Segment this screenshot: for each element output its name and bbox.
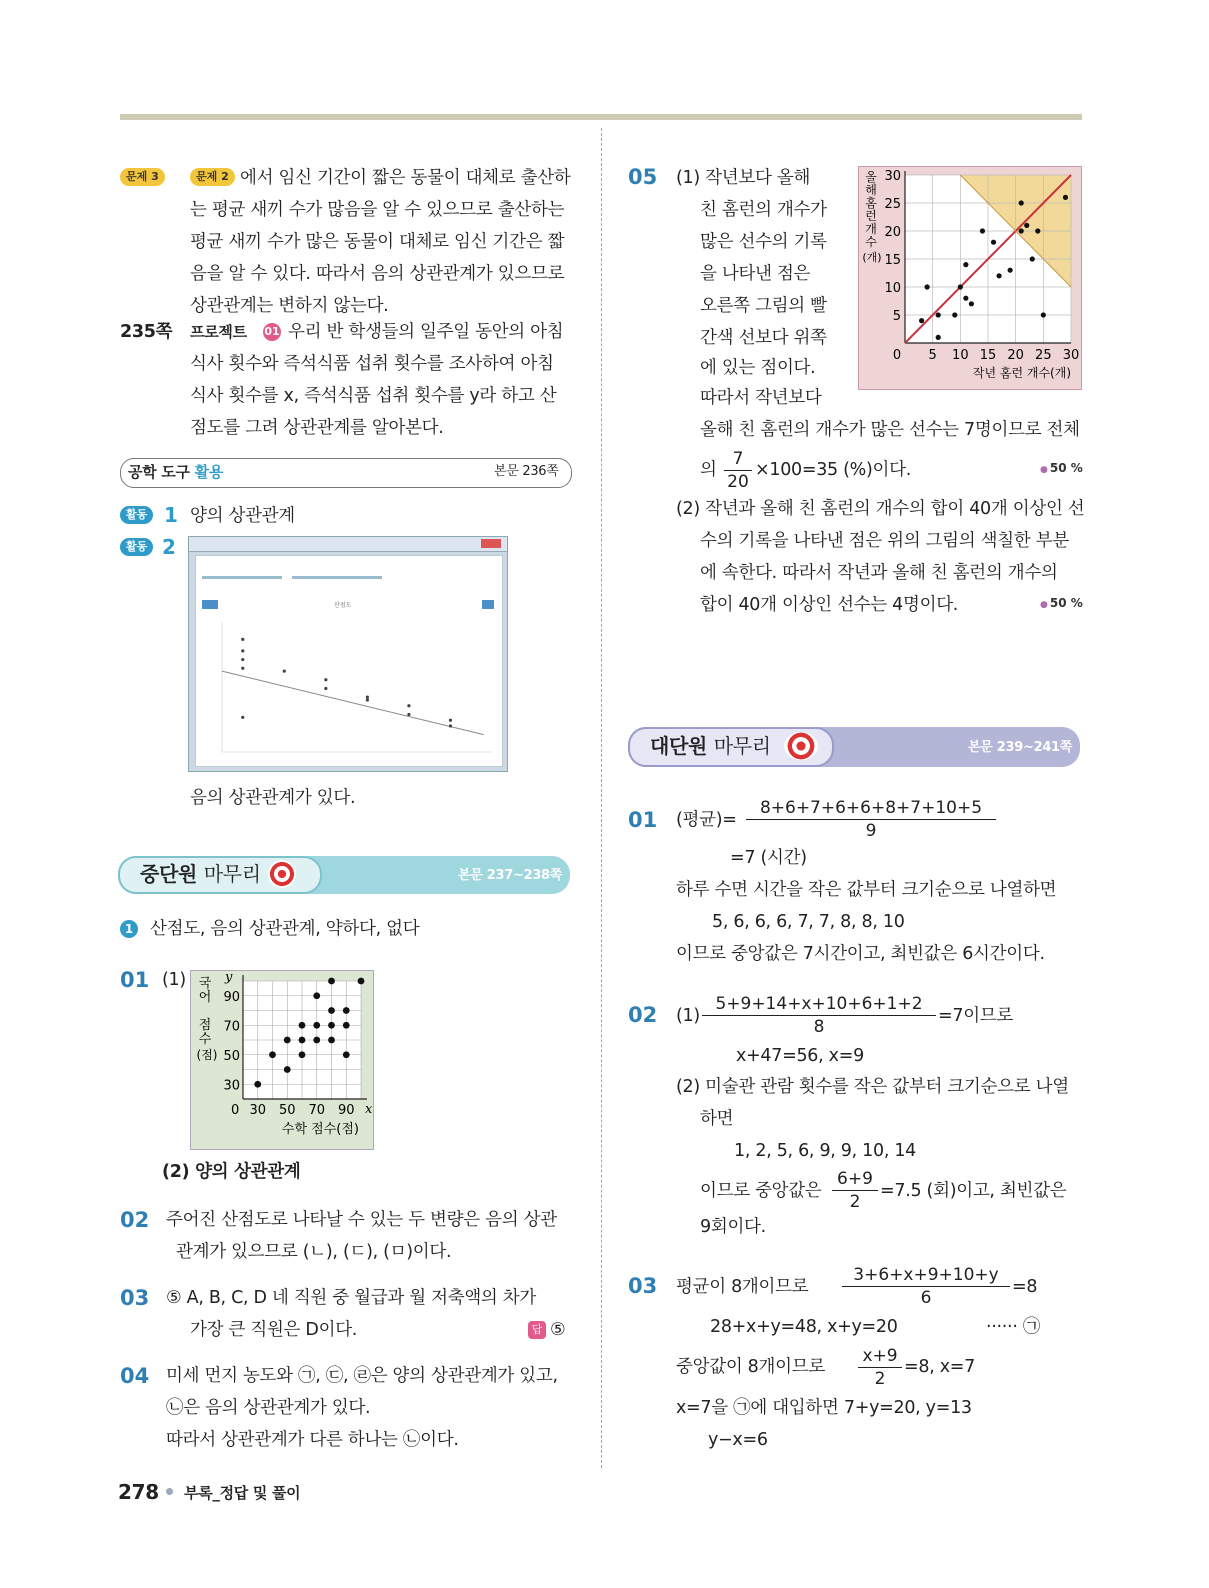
y-axis-label-char: 어 (198, 990, 212, 1005)
x-tick-label: 10 (952, 348, 969, 363)
page-number: 278 (118, 1480, 159, 1504)
data-point (366, 698, 369, 701)
activity2-caption: 음의 상관관계가 있다. (190, 788, 356, 808)
q05-line: 간색 선보다 위쪽 (700, 328, 827, 348)
big-q01-result: =7 (시간) (730, 848, 807, 868)
data-point (407, 704, 410, 707)
mid-q01-part2: (2) 양의 상관관계 (162, 1162, 301, 1182)
big-q01-fraction: $\frac{8+6+7+6+6+8+7+10+5}{9}$ (746, 797, 996, 842)
big-q02-post: =7이므로 (938, 1006, 1014, 1026)
problem3-line: 에서 임신 기간이 짧은 동물이 대체로 출산하 (240, 168, 571, 188)
data-point (1019, 228, 1024, 233)
big-q03-line3-pre: 중앙값이 8개이므로 (676, 1357, 825, 1377)
data-point (358, 978, 365, 985)
data-point (299, 1037, 306, 1044)
big-q03-line2: 28+x+y=48, x+y=20 (710, 1317, 898, 1337)
data-point (1030, 256, 1035, 261)
x-tick-label: 20 (1007, 348, 1024, 363)
big-q03-number: 03 (628, 1274, 658, 1298)
trend-line (222, 671, 484, 735)
big-q03-line1-pre: 평균이 8개이므로 (676, 1277, 809, 1297)
footer-bullet (166, 1488, 173, 1495)
q05-line: 많은 선수의 기록 (700, 232, 827, 252)
data-point (283, 670, 286, 673)
mid-review-title: 중단원 마무리 (140, 862, 261, 886)
data-point (299, 1022, 306, 1029)
data-point (996, 273, 1001, 278)
data-point (313, 992, 320, 999)
y-axis-label-char: 올 (865, 170, 877, 184)
data-point (313, 1022, 320, 1029)
big-q02-median-pre: 이므로 중앙값은 (700, 1181, 822, 1201)
mid-review-page-ref: 본문 237~238쪽 (458, 868, 563, 883)
q05-line: 에 있는 점이다. (700, 358, 816, 378)
project-page-ref: 235쪽 (120, 322, 173, 342)
q05-score2: ● 50 % (1040, 596, 1083, 610)
data-point (269, 1051, 276, 1058)
screenshot-canvas (195, 555, 503, 767)
mid-q01-number: 01 (120, 968, 150, 992)
big-q02-list: 1, 2, 5, 6, 9, 9, 10, 14 (734, 1141, 917, 1161)
q05-number: 05 (628, 165, 658, 189)
mid-q03-line: ⑤ A, B, C, D 네 직원 중 월급과 월 저축액의 차가 (166, 1288, 537, 1308)
data-point (980, 228, 985, 233)
project-line: 식사 횟수와 즉석식품 섭취 횟수를 조사하여 아침 (190, 354, 554, 374)
y-tick-label: 90 (223, 989, 240, 1005)
big-review-page-ref: 본문 239~241쪽 (968, 740, 1073, 755)
y-axis-label-char: 런 (865, 209, 877, 223)
big-q02-median-fraction: $\frac{6+9}{2}$ (832, 1168, 878, 1213)
data-point (343, 1022, 350, 1029)
data-point (241, 658, 244, 661)
data-point (328, 1037, 335, 1044)
mid-q04-line: 따라서 상관관계가 다른 하나는 ㉡이다. (166, 1430, 459, 1450)
big-q02-mode: 9회이다. (700, 1217, 766, 1237)
data-point (1041, 312, 1046, 317)
y-axis-label-char: 수 (865, 235, 877, 249)
math-korean-scatter (191, 971, 373, 1149)
x-tick-label: 70 (308, 1103, 326, 1118)
y-axis-label-unit: (점) (196, 1048, 218, 1062)
data-point (284, 1037, 291, 1044)
big-q02-part2: 하면 (700, 1109, 734, 1129)
mid-q02-line: 관계가 있으므로 (ㄴ), (ㄷ), (ㅁ)이다. (176, 1242, 452, 1262)
big-q02-part2: (2) 미술관 관람 횟수를 작은 값부터 크기순으로 나열 (676, 1077, 1069, 1097)
data-point (969, 301, 974, 306)
q05-part2-line: (2) 작년과 올해 친 홈런의 개수의 합이 40개 이상인 선 (676, 499, 1085, 519)
x-tick-label: 90 (337, 1103, 355, 1118)
target-icon (268, 860, 296, 888)
x-tick-label: 30 (249, 1103, 267, 1118)
problem3-line: 는 평균 새끼 수가 많음을 알 수 있으므로 출산하는 (190, 200, 565, 220)
y-axis-label-char: 해 (865, 183, 877, 197)
data-point (241, 667, 244, 670)
x-tick-label: 15 (979, 348, 997, 363)
y-tick-label: 25 (884, 197, 901, 212)
window-titlebar (189, 537, 507, 552)
project-line: 우리 반 학생들의 일주일 동안의 아침 (288, 322, 564, 342)
y-tick-label: 20 (884, 225, 901, 240)
close-icon (481, 539, 501, 548)
screenshot-title: 산점도 (334, 602, 352, 609)
q05-line: 오른쪽 그림의 빨 (700, 296, 827, 316)
problem3-tag: 문제 3 (120, 168, 165, 186)
activity1-number: 1 (164, 503, 178, 527)
data-point (919, 318, 924, 323)
big-q03-fraction2: $\frac{x+9}{2}$ (858, 1345, 902, 1390)
q05-score1: ● 50 % (1040, 461, 1083, 475)
data-point (963, 296, 968, 301)
x-tick-label: 25 (1035, 348, 1052, 363)
activity1-tag: 활동 (120, 506, 153, 524)
y-axis-label-char: 개 (865, 222, 877, 236)
data-point (328, 978, 335, 985)
big-q02-part1: (1) (676, 1006, 700, 1026)
data-point (952, 312, 957, 317)
data-point (313, 1037, 320, 1044)
q05-fraction: $\frac{7}{20}$ (724, 448, 752, 493)
big-q03-line4: x=7을 ㉠에 대입하면 7+y=20, y=13 (676, 1398, 972, 1418)
data-point (449, 724, 452, 727)
y-tick-label: 30 (884, 169, 901, 184)
project-line: 식사 횟수를 x, 즉석식품 섭취 횟수를 y라 하고 산 (190, 386, 557, 406)
y-tick-label: 50 (223, 1048, 240, 1064)
x-tick-label: 5 (928, 348, 937, 363)
data-point (991, 240, 996, 245)
big-q01-number: 01 (628, 808, 658, 832)
data-point (284, 1066, 291, 1073)
data-point (407, 713, 410, 716)
q05-line: 을 나타낸 점은 (700, 264, 811, 284)
q05-calc-pre: 의 (700, 460, 717, 480)
q05-line: 올해 친 홈런의 개수가 많은 선수는 7명이므로 전체 (700, 420, 1080, 440)
y-symbol: y (225, 971, 233, 985)
y-axis-label-unit: (개) (862, 251, 882, 264)
q05-line: 따라서 작년보다 (700, 388, 822, 408)
x-axis-label: 수학 점수(점) (281, 1122, 359, 1137)
y-axis-label-char: 홈 (865, 196, 877, 210)
q05-part2-line: 에 속한다. 따라서 작년과 올해 친 홈런의 개수의 (700, 563, 1058, 583)
y-tick-label: 10 (884, 281, 901, 296)
item1-number: 1 (120, 920, 138, 938)
activity2-number: 2 (162, 535, 176, 559)
y-axis-label-char: 수 (198, 1032, 212, 1047)
tool-title: 공학 도구 활용 (128, 463, 224, 481)
project-label: 프로젝트 (190, 323, 247, 341)
data-point (1024, 223, 1029, 228)
origin-label: 0 (892, 348, 902, 363)
item1-text: 산점도, 음의 상관관계, 약하다, 없다 (150, 919, 420, 939)
mid-q03-line: 가장 큰 직원은 D이다. (190, 1320, 358, 1340)
math-korean-chart-frame (190, 970, 374, 1150)
y-tick-label: 70 (223, 1019, 240, 1035)
mid-q02-line: 주어진 산점도로 나타날 수 있는 두 변량은 음의 상관 (166, 1210, 557, 1230)
data-point (958, 284, 963, 289)
mid-q01-part1: (1) (162, 970, 186, 990)
y-axis-label-char: 국 (198, 976, 212, 991)
header-bar (120, 114, 1082, 120)
q05-line: 친 홈런의 개수가 (700, 200, 827, 220)
big-q03-line3-post: =8, x=7 (904, 1357, 975, 1377)
big-q03-fraction: $\frac{3+6+x+9+10+y}{6}$ (842, 1264, 1010, 1309)
software-screenshot (188, 536, 508, 772)
column-divider (601, 128, 602, 1468)
data-point (241, 649, 244, 652)
data-point (925, 284, 930, 289)
mid-q04-line: 미세 먼지 농도와 ㉠, ㉢, ㉣은 양의 상관관계가 있고, (166, 1366, 558, 1386)
data-point (1063, 195, 1068, 200)
tool-page-ref: 본문 236쪽 (494, 464, 559, 479)
q05-part2-line: 합이 40개 이상인 선수는 4명이다. (700, 595, 959, 615)
data-point (449, 719, 452, 722)
data-point (936, 312, 941, 317)
data-point (1008, 268, 1013, 273)
big-review-title: 대단원 마무리 (650, 734, 771, 758)
data-point (963, 262, 968, 267)
software-scatter (196, 556, 502, 766)
homerun-chart-frame (858, 166, 1082, 390)
big-q03-line1-post: =8 (1012, 1277, 1038, 1297)
x-symbol: x (365, 1102, 373, 1117)
mid-q03-number: 03 (120, 1286, 150, 1310)
big-q01-lhs: (평균)= (676, 810, 737, 830)
q05-part2-line: 수의 기록을 나타낸 점은 위의 그림의 색칠한 부분 (700, 531, 1069, 551)
data-point (343, 1007, 350, 1014)
big-q03-line5: y−x=6 (708, 1430, 768, 1450)
big-q01-line: 이므로 중앙값은 7시간이고, 최빈값은 6시간이다. (676, 944, 1045, 964)
big-q02-fraction: $\frac{5+9+14+x+10+6+1+2}{8}$ (702, 993, 936, 1038)
mid-q04-line: ㉡은 음의 상관관계가 있다. (166, 1398, 371, 1418)
data-point (241, 638, 244, 641)
y-tick-label: 30 (223, 1078, 240, 1094)
big-q02-eq: x+47=56, x=9 (736, 1046, 864, 1066)
q05-line: (1) 작년보다 올해 (676, 168, 811, 188)
problem3-line: 평균 새끼 수가 많은 동물이 대체로 임신 기간은 짧 (190, 232, 565, 252)
activity2-tag: 활동 (120, 538, 153, 556)
data-point (254, 1081, 261, 1088)
data-point (366, 696, 369, 699)
x-tick-label: 30 (1062, 348, 1080, 363)
data-point (1019, 200, 1024, 205)
data-point (1035, 228, 1040, 233)
data-point (241, 716, 244, 719)
data-point (328, 1007, 335, 1014)
problem3-line: 상관관계는 변하지 않는다. (190, 296, 389, 316)
mid-q02-number: 02 (120, 1208, 150, 1232)
q05-calc-post: ×100=35 (%)이다. (755, 460, 912, 480)
answer-tag: 답 (528, 1321, 546, 1339)
activity1-text: 양의 상관관계 (190, 506, 295, 526)
data-point (324, 678, 327, 681)
data-point (299, 1051, 306, 1058)
big-q02-number: 02 (628, 1003, 658, 1027)
y-axis-label-char: 점 (198, 1018, 212, 1033)
data-point (343, 1051, 350, 1058)
big-q01-line: 5, 6, 6, 6, 7, 7, 8, 8, 10 (712, 912, 905, 932)
project-line: 점도를 그려 상관관계를 알아본다. (190, 418, 444, 438)
y-tick-label: 15 (884, 253, 901, 268)
footer-text: 부록_정답 및 풀이 (184, 1484, 301, 1502)
data-point (936, 335, 941, 340)
data-point (324, 687, 327, 690)
target-icon (784, 732, 818, 760)
big-q01-line: 하루 수면 시간을 작은 값부터 크기순으로 나열하면 (676, 880, 1057, 900)
big-q02-median-post: =7.5 (회)이고, 최빈값은 (880, 1181, 1067, 1201)
origin-label: 0 (231, 1103, 240, 1118)
problem2-tag: 문제 2 (190, 168, 235, 186)
x-axis-label: 작년 홈런 개수(개) (972, 366, 1071, 380)
x-tick-label: 50 (278, 1103, 296, 1118)
big-q03-line2-tag: ······ ㉠ (986, 1317, 1041, 1337)
project-number: 01 (263, 323, 281, 341)
y-tick-label: 5 (892, 309, 901, 324)
data-point (328, 1022, 335, 1029)
homerun-scatter (859, 167, 1081, 389)
mid-q03-answer: ⑤ (550, 1320, 566, 1340)
problem3-line: 음을 알 수 있다. 따라서 음의 상관관계가 있으므로 (190, 264, 565, 284)
mid-q04-number: 04 (120, 1364, 150, 1388)
